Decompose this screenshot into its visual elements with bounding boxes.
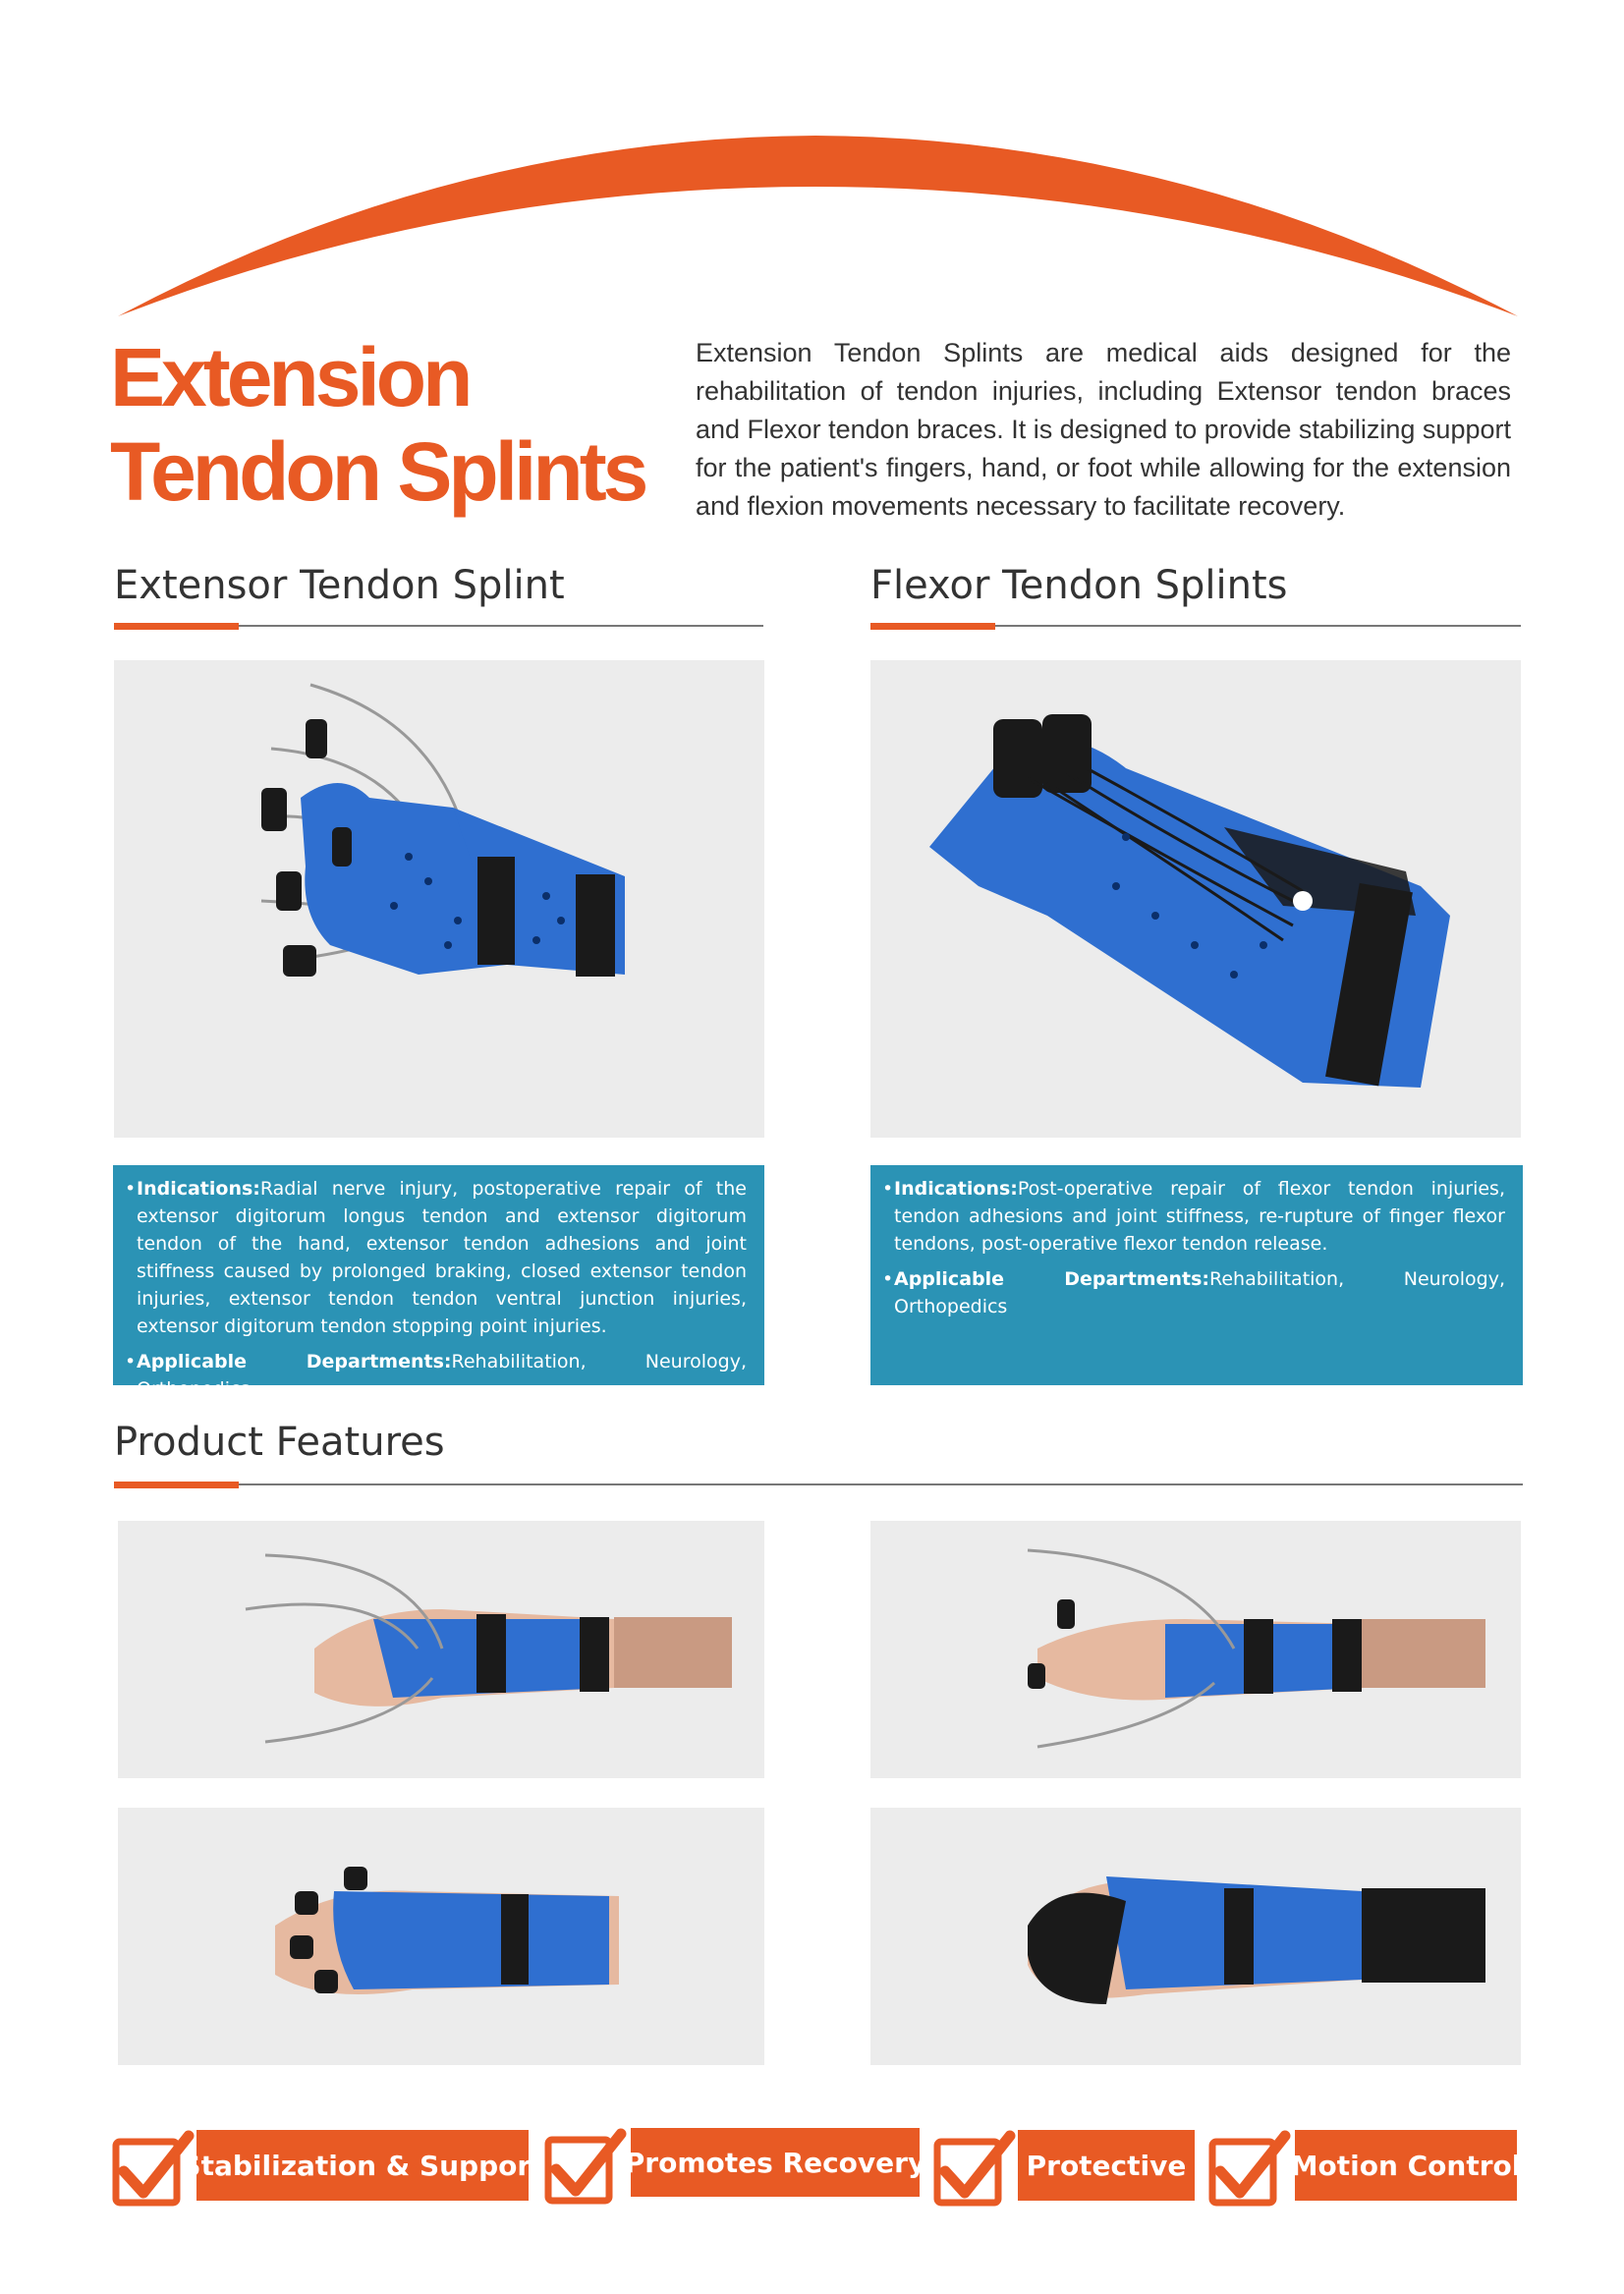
flexor-departments-text: Rehabilitation, Neurology, Orthopedics bbox=[894, 1268, 1505, 1317]
hand-splint-illustration-1 bbox=[118, 1521, 764, 1778]
flexor-info-box bbox=[870, 1165, 1523, 1385]
flexor-indications-text: Post-operative repair of flexor tendon injuries, tendon adhesions and joint stiffness, re-rupture of finger flexor tendons, post-operative flexor tendon release. bbox=[894, 1178, 1505, 1255]
feature-photo-4 bbox=[870, 1808, 1521, 2065]
feature-photo-3 bbox=[118, 1808, 764, 2065]
feature-photo-2 bbox=[870, 1521, 1521, 1778]
hand-splint-illustration-2 bbox=[870, 1521, 1521, 1778]
extensor-departments bbox=[125, 1348, 747, 1403]
extensor-indications-text: Radial nerve injury, postoperative repair of the extensor digitorum longus tendon and extensor digitorum tendon of the hand, extensor tendon adhesions and joint stiffness caused by prolonged braking, closed extensor tendon injuries, extensor tendon tendon ventral junction injuries, extensor digitorum tendon stopping point injuries. bbox=[137, 1178, 747, 1337]
header-arc bbox=[0, 0, 1624, 334]
extensor-splint-photo bbox=[114, 660, 764, 1138]
hand-splint-illustration-4 bbox=[870, 1808, 1521, 2065]
flexor-rule-accent bbox=[870, 623, 995, 630]
features-rule-accent bbox=[114, 1482, 239, 1488]
extensor-section-title: Extensor Tendon Splint bbox=[114, 563, 565, 608]
flexor-indications bbox=[882, 1175, 1505, 1258]
features-section-title: Product Features bbox=[114, 1420, 445, 1465]
extensor-departments-text: Rehabilitation, Neurology, Orthopedics. bbox=[137, 1351, 747, 1400]
intro-paragraph: Extension Tendon Splints are medical aids designed for the rehabilitation of tendon injuries, including Extensor tendon braces and Flexor tendon braces. It is designed to provide stabilizing support for the patient's fingers, hand, or foot while allowing for the extension and flexion movements necessary to facilitate recovery. bbox=[696, 338, 1511, 521]
features-rule bbox=[114, 1483, 1523, 1485]
feature-label-protective: Protective bbox=[1018, 2130, 1195, 2201]
flexor-section-title: Flexor Tendon Splints bbox=[870, 563, 1288, 608]
extensor-indications bbox=[125, 1175, 747, 1340]
feature-photo-1 bbox=[118, 1521, 764, 1778]
page-title bbox=[110, 330, 660, 519]
page-title-line1: Extension bbox=[110, 331, 470, 423]
feature-label-promotes-recovery: Promotes Recovery bbox=[631, 2128, 920, 2197]
flexor-departments bbox=[882, 1265, 1505, 1320]
extensor-splint-illustration bbox=[114, 660, 764, 1138]
page-title-line2: Tendon Splints bbox=[110, 425, 645, 518]
extensor-rule-accent bbox=[114, 623, 239, 630]
check-icon bbox=[933, 2130, 1016, 2212]
flexor-splint-photo bbox=[870, 660, 1521, 1138]
flexor-splint-illustration bbox=[870, 660, 1521, 1138]
hand-splint-illustration-3 bbox=[118, 1808, 764, 2065]
feature-label-stabilization: Stabilization & Support bbox=[196, 2130, 529, 2201]
flexor-indications-label: Indications: bbox=[894, 1178, 1018, 1200]
extensor-info-box bbox=[113, 1165, 764, 1400]
feature-label-motion-control: Motion Control bbox=[1295, 2130, 1517, 2201]
check-icon bbox=[544, 2128, 627, 2210]
check-icon bbox=[1208, 2130, 1291, 2212]
extensor-departments-label: Applicable Departments: bbox=[137, 1351, 452, 1372]
flexor-departments-label: Applicable Departments: bbox=[894, 1268, 1209, 1290]
extensor-indications-label: Indications: bbox=[137, 1178, 260, 1200]
